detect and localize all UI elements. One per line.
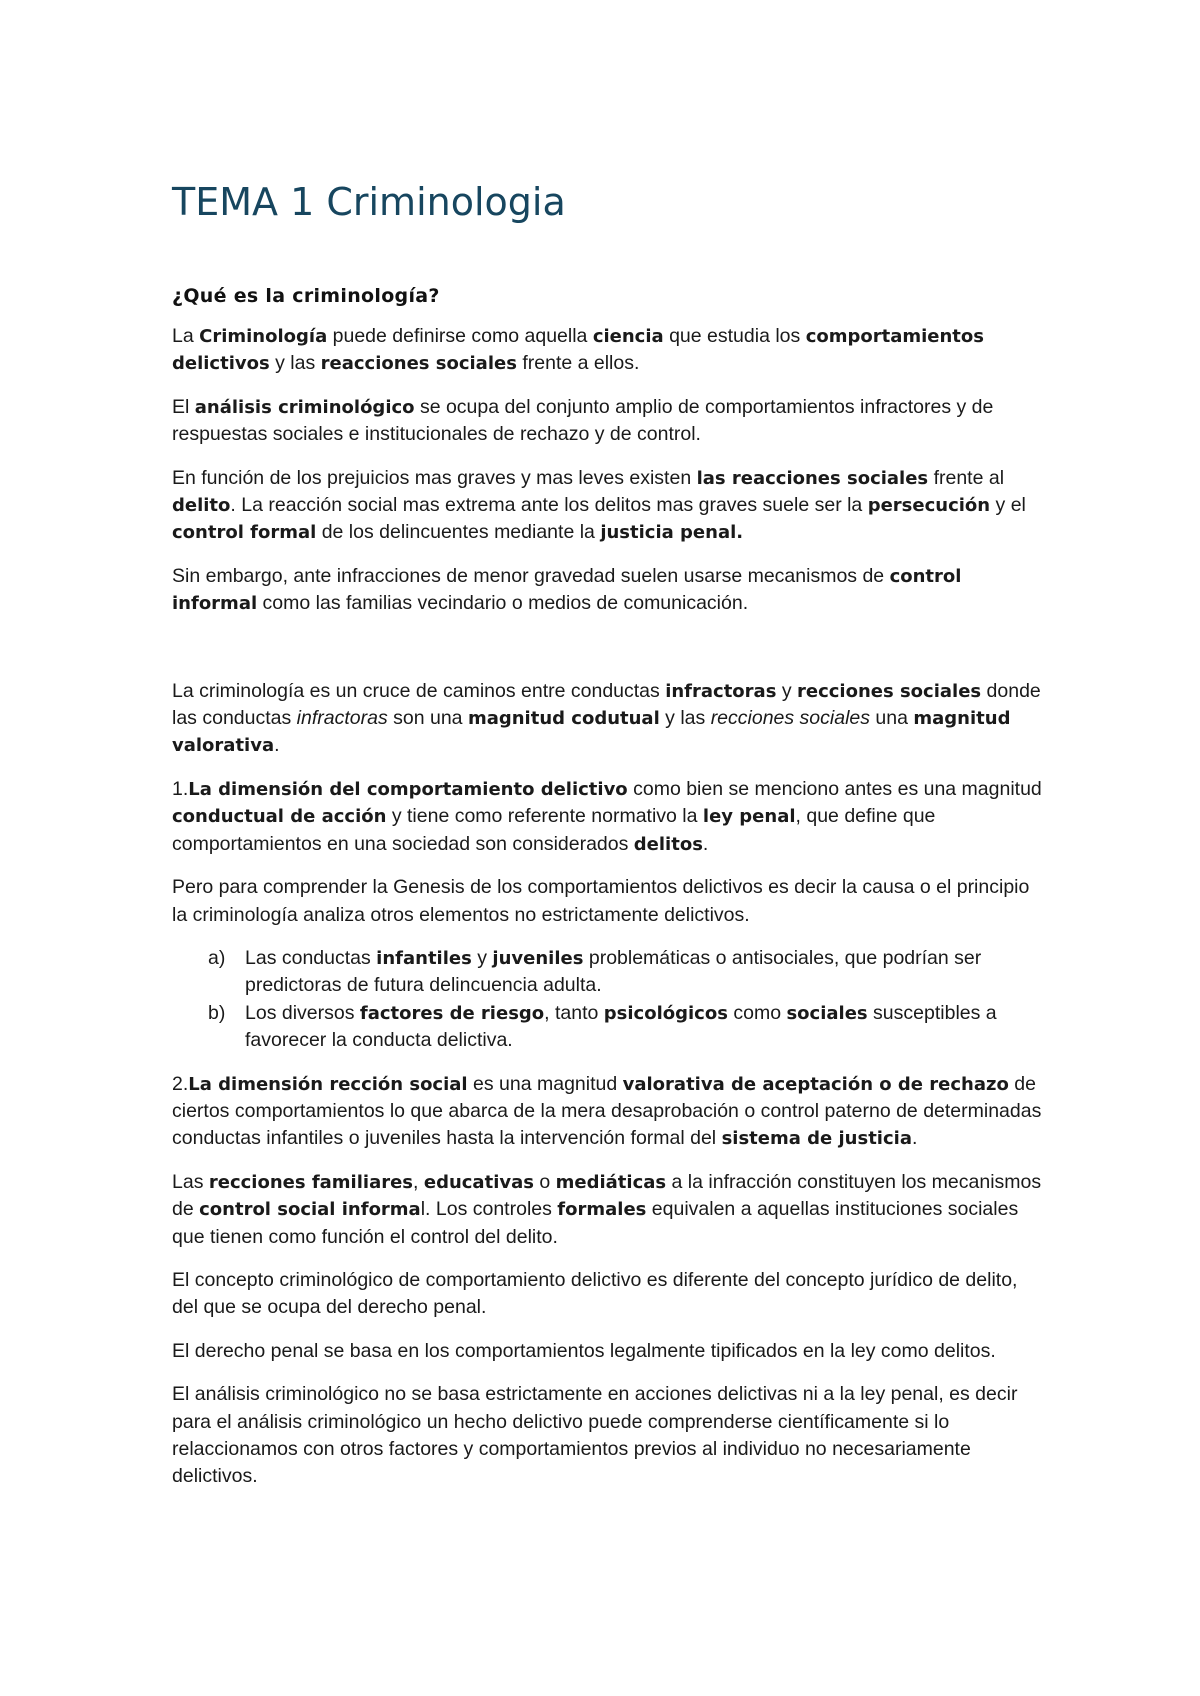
bold-text: magnitud codutual	[467, 708, 660, 730]
text-run: , tanto	[544, 1001, 604, 1024]
bold-text: educativas	[423, 1171, 534, 1193]
text-run: .	[911, 1127, 918, 1150]
list-marker: a)	[208, 946, 226, 969]
text-run: frente al	[928, 466, 1005, 489]
text-run: o	[533, 1170, 556, 1193]
bold-text: psicológicos	[603, 1002, 728, 1024]
bold-text: control informal	[172, 565, 962, 615]
text-run: donde las conductas	[172, 679, 1041, 730]
bold-text: las reacciones sociales	[696, 467, 929, 489]
bold-text: recciones sociales	[797, 680, 982, 702]
text-run: .	[274, 734, 280, 757]
bold-text: ley penal	[702, 806, 796, 828]
paragraph	[172, 874, 1042, 929]
text-run: l. Los controles	[420, 1198, 558, 1221]
text-run: y tiene como referente normativo la	[386, 805, 703, 828]
italic-text: recciones sociales	[710, 707, 871, 730]
text-run: puede definirse como aquella	[327, 325, 593, 347]
text-run: Las	[172, 1170, 209, 1193]
text-run: y el	[990, 494, 1026, 517]
list-item	[172, 1000, 1042, 1055]
bold-text: control formal	[172, 522, 317, 544]
text-run: susceptibles a favorecer la conducta delictiva.	[245, 1001, 997, 1052]
bold-text: sistema de justicia	[721, 1128, 912, 1150]
text-run: ,	[413, 1170, 424, 1193]
text-run: El análisis criminológico no se basa estrictamente en acciones delictivas ni a la ley penal, es decir para el análisis criminológico un hecho delictivo puede comprenderse científicamente si lo relaccionamos con otros factores y comportamientos previos al individuo no necesariamente delictivos.	[172, 1383, 1018, 1488]
text-run: como las familias vecindario o medios de comunicación.	[257, 592, 749, 615]
text-run: y	[471, 946, 493, 969]
bold-text: reacciones sociales	[320, 353, 517, 375]
paragraph	[172, 1169, 1042, 1251]
bold-text: delito	[172, 495, 231, 517]
paragraph	[172, 1267, 1042, 1322]
bold-text: justicia penal.	[600, 522, 744, 544]
bold-text: análisis criminológico	[194, 396, 415, 418]
text-run: Las conductas	[245, 946, 377, 969]
bold-text: factores de riesgo	[359, 1002, 545, 1024]
bold-text: magnitud valorativa	[172, 708, 1011, 757]
text-run: La	[172, 325, 200, 347]
text-run: son una	[387, 707, 468, 730]
paragraph	[172, 323, 1042, 378]
list-item	[172, 945, 1042, 1000]
bold-text: control social informa	[199, 1199, 421, 1221]
paragraph	[172, 776, 1042, 858]
text-run: .	[702, 832, 709, 855]
text-run: de ciertos comportamientos lo que abarca de la mera desaprobación o control paterno de determinadas conductas infantiles o juveniles hasta la intervención formal del	[172, 1072, 1042, 1150]
bold-text: La dimensión rección social	[188, 1073, 468, 1095]
list-item-text	[245, 1002, 997, 1051]
paragraph	[172, 678, 1042, 760]
text-run: a la infracción constituyen los mecanismos de	[172, 1170, 1042, 1221]
text-run: que estudia los	[663, 325, 806, 347]
bold-text: recciones familiares	[208, 1171, 414, 1193]
text-run: frente a ellos.	[516, 352, 640, 375]
paragraph	[172, 1338, 1042, 1365]
bold-text: infantiles	[376, 947, 472, 969]
text-run: problemáticas o antisociales, que podrían ser predictoras de futura delincuencia adulta.	[245, 946, 982, 997]
paragraph	[172, 1381, 1042, 1491]
bold-text: ciencia	[592, 326, 664, 347]
list-item-text	[245, 947, 981, 996]
document-title: TEMA 1 Criminologia	[172, 180, 566, 224]
text-run: Sin embargo, ante infracciones de menor gravedad suelen usarse mecanismos de	[172, 564, 890, 587]
text-run: una	[870, 707, 914, 730]
bold-text: infractoras	[665, 680, 777, 702]
text-run: En función de los prejuicios mas graves y mas leves existen	[172, 466, 697, 489]
bold-text: Criminología	[199, 326, 328, 347]
text-run: se ocupa del conjunto amplio de comportamientos infractores y de respuestas sociales e institucionales de rechazo y de control.	[172, 395, 994, 446]
text-run: El	[172, 395, 195, 418]
text-run: y las	[269, 352, 321, 375]
bold-text: conductual de acción	[172, 806, 387, 828]
text-run: . La reacción social mas extrema ante los delitos mas graves suele ser la	[230, 494, 868, 517]
text-run: El concepto criminológico de comportamiento delictivo es diferente del concepto jurídico de delito, del que se ocupa del derecho penal.	[172, 1268, 1018, 1319]
paragraph	[172, 563, 1042, 618]
paragraph	[172, 1071, 1042, 1153]
text-run: y	[776, 679, 797, 702]
list-marker: b)	[208, 1001, 226, 1024]
bold-text: La dimensión del comportamiento delictivo	[188, 778, 628, 800]
bold-text: valorativa de aceptación o de rechazo	[622, 1073, 1009, 1095]
italic-text: infractoras	[296, 707, 388, 730]
section-heading: ¿Qué es la criminología?	[172, 285, 440, 307]
text-run: y las	[659, 707, 711, 730]
text-run: 1.	[172, 777, 189, 800]
paragraph	[172, 465, 1042, 547]
text-run: equivalen a aquellas instituciones sociales que tienen como función el control del delito.	[172, 1198, 1019, 1248]
factor-list	[172, 945, 1042, 1055]
bold-text: formales	[557, 1199, 647, 1221]
text-run: La criminología es un cruce de caminos entre conductas	[172, 679, 666, 702]
bold-text: sociales	[786, 1002, 868, 1024]
bold-text: mediáticas	[555, 1171, 667, 1193]
text-run: Pero para comprender la Genesis de los comportamientos delictivos es decir la causa o el principio la criminología analiza otros elementos no estrictamente delictivos.	[172, 876, 1030, 926]
text-run: 2.	[172, 1072, 189, 1095]
text-run: El derecho penal se basa en los comportamientos legalmente tipificados en la ley como delitos.	[172, 1339, 996, 1362]
text-run: como	[727, 1001, 787, 1024]
bold-text: juveniles	[492, 947, 584, 969]
text-run: como bien se menciono antes es una magnitud	[627, 777, 1042, 800]
text-run: , que define que comportamientos en una sociedad son considerados	[172, 805, 936, 855]
bold-text: delitos	[633, 833, 703, 855]
bold-text: comportamientos delictivos	[172, 326, 984, 375]
paragraph	[172, 394, 1042, 449]
text-run: es una magnitud	[467, 1072, 623, 1095]
text-run: Los diversos	[245, 1001, 360, 1024]
document-body	[172, 323, 1042, 1507]
text-run: de los delincuentes mediante la	[316, 521, 601, 544]
bold-text: persecución	[867, 495, 991, 517]
